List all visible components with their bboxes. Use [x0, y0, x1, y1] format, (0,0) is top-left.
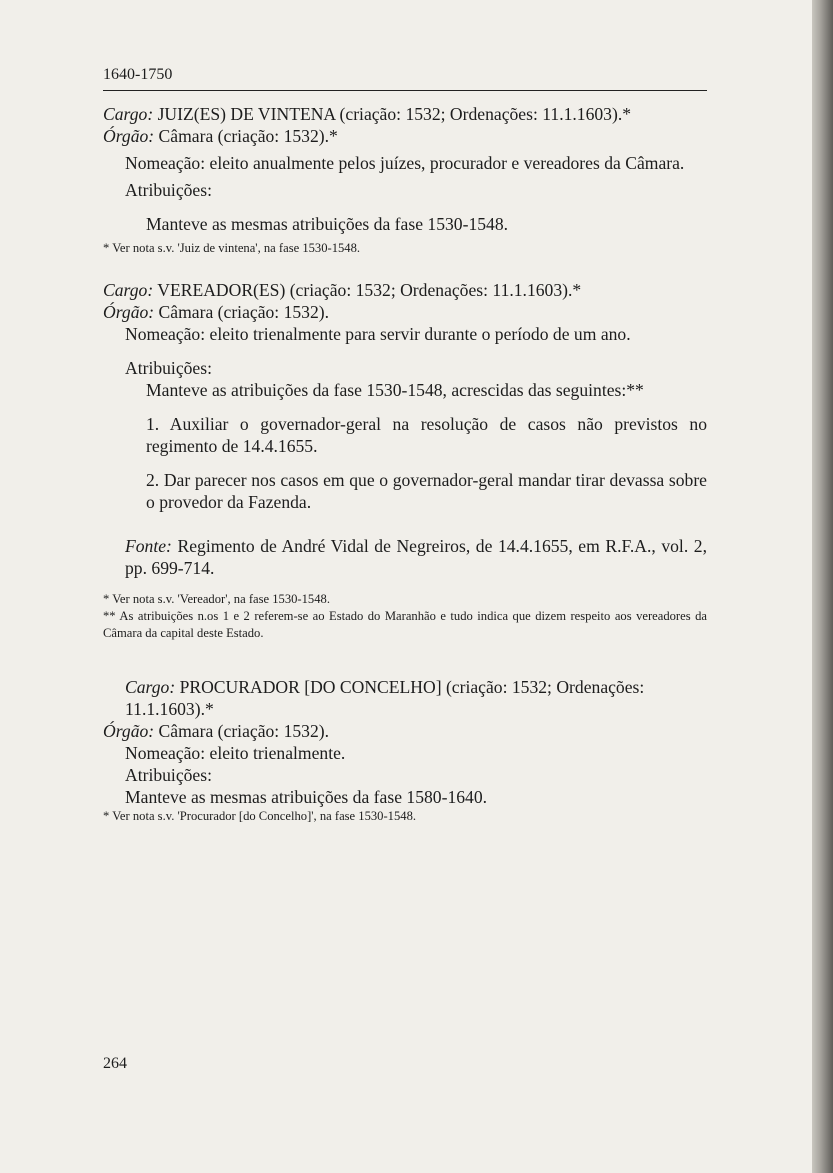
orgao-text: Câmara (criação: 1532).	[154, 302, 330, 322]
nomeacao-text: Nomeação: eleito trienalmente.	[125, 743, 346, 763]
footnote: * Ver nota s.v. 'Procurador [do Concelho]', na fase 1530-1548.	[103, 809, 417, 823]
nomeacao-text: Nomeação: eleito trienalmente para servir durante o período de um ano.	[125, 324, 631, 344]
orgao-label: Órgão:	[103, 302, 155, 322]
atribuicoes-text: Manteve as mesmas atribuições da fase 1580-1640.	[125, 787, 488, 807]
cargo-text: PROCURADOR [DO CONCELHO] (criação: 1532; Ordenações: 11.1.1603).*	[125, 677, 645, 719]
attribution-item-2: 2. Dar parecer nos casos em que o governador-geral mandar tirar devassa sobre o provedor da Fazenda.	[146, 470, 707, 512]
cargo-label: Cargo:	[125, 677, 176, 697]
entry-procurador	[103, 676, 707, 825]
orgao-line	[103, 125, 707, 147]
attribution-item-1: 1. Auxiliar o governador-geral na resolução de casos não previstos no regimento de 14.4.1655.	[146, 414, 707, 456]
fonte-label: Fonte:	[125, 536, 172, 556]
orgao-line	[103, 301, 707, 323]
page-number: 264	[103, 1055, 127, 1072]
cargo-text: JUIZ(ES) DE VINTENA (criação: 1532; Ordenações: 11.1.1603).*	[153, 104, 632, 124]
footnote-2: ** As atribuições n.os 1 e 2 referem-se ao Estado do Maranhão e tudo indica que dizem respeito aos vereadores da Câmara da capital deste Estado.	[103, 609, 707, 640]
page-body	[103, 103, 707, 825]
orgao-line	[103, 720, 707, 742]
entry-vereador	[103, 279, 707, 642]
cargo-label: Cargo:	[103, 104, 154, 124]
orgao-label: Órgão:	[103, 721, 155, 741]
footnote: * Ver nota s.v. 'Vereador', na fase 1530-1548.	[103, 592, 330, 606]
fonte-text: Regimento de André Vidal de Negreiros, de 14.4.1655, em R.F.A., vol. 2, pp. 699-714.	[125, 536, 707, 578]
book-binding-edge	[812, 0, 833, 1173]
cargo-line	[103, 279, 707, 301]
atribuicoes-text: Manteve as mesmas atribuições da fase 1530-1548.	[146, 214, 509, 234]
atribuicoes-label: Atribuições:	[125, 180, 212, 200]
header-rule	[103, 90, 707, 91]
footnote: * Ver nota s.v. 'Juiz de vintena', na fase 1530-1548.	[103, 241, 361, 255]
fonte-line	[103, 535, 707, 579]
atribuicoes-text: Manteve as atribuições da fase 1530-1548, acrescidas das seguintes:**	[146, 380, 644, 400]
atribuicoes-label: Atribuições:	[125, 358, 212, 378]
orgao-text: Câmara (criação: 1532).	[154, 721, 330, 741]
orgao-text: Câmara (criação: 1532).*	[154, 126, 338, 146]
running-head: 1640-1750	[103, 66, 173, 83]
cargo-label: Cargo:	[103, 280, 154, 300]
entry-juiz-de-vintena	[103, 103, 707, 257]
atribuicoes-label: Atribuições:	[125, 765, 212, 785]
nomeacao-text: Nomeação: eleito anualmente pelos juízes, procurador e vereadores da Câmara.	[125, 153, 685, 173]
cargo-line	[103, 676, 707, 720]
cargo-line	[103, 103, 707, 125]
orgao-label: Órgão:	[103, 126, 155, 146]
cargo-text: VEREADOR(ES) (criação: 1532; Ordenações: 11.1.1603).*	[153, 280, 582, 300]
